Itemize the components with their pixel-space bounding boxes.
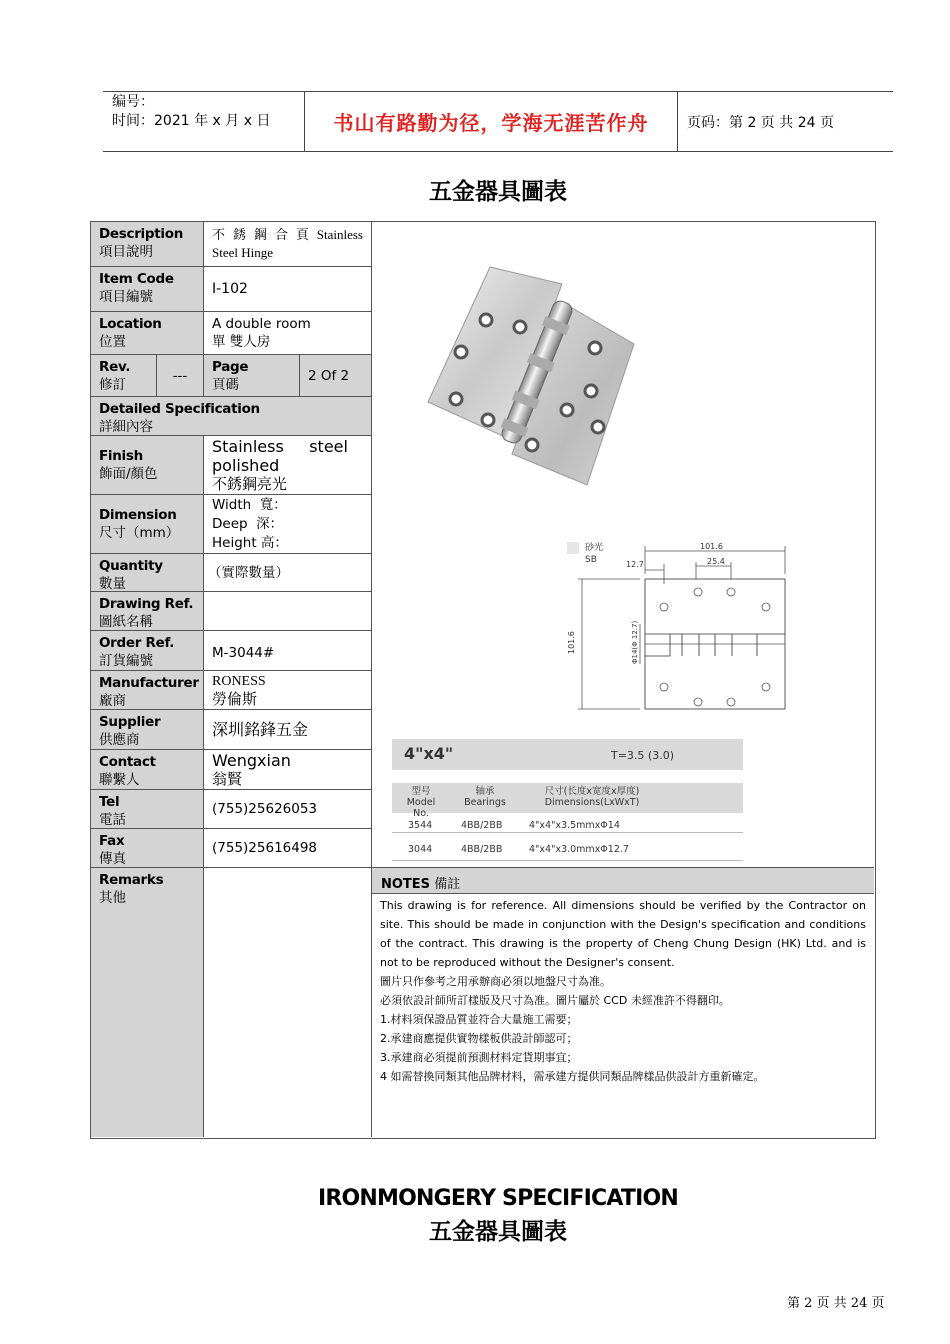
label-en: Manufacturer: [99, 675, 199, 691]
page-label: [204, 355, 300, 397]
label-en: Quantity: [99, 558, 163, 574]
location-value: [204, 312, 372, 355]
value-text: 翁賢: [212, 769, 243, 788]
label-zh: 頁碼: [212, 377, 239, 393]
rev-value: [157, 355, 204, 397]
label-zh: 聯繫人: [99, 772, 140, 788]
size-banner: [392, 739, 743, 770]
label-en: Description: [99, 226, 184, 242]
rev-label: [91, 355, 157, 397]
col-text: Dimensions(LxWxT): [544, 797, 640, 808]
header-divider: [677, 91, 678, 151]
dim-offset-label: 12.7: [626, 560, 644, 569]
value-text: 深圳銘鋒五金: [212, 719, 309, 739]
value-text: 不 銹 鋼 合 頁 Stainless Steel Hinge: [212, 227, 363, 260]
manufacturer-value: [204, 671, 372, 710]
finish-swatch: [567, 542, 579, 554]
drawing-ref-value: [204, 592, 372, 631]
label-zh: 項目說明: [99, 244, 153, 260]
size-text: 4"x4": [404, 744, 454, 763]
label-zh: 訂貨編號: [99, 653, 153, 669]
hinge-photo: [372, 222, 874, 512]
label-en: Dimension: [99, 507, 177, 523]
value-text: Wengxian: [212, 750, 291, 770]
label-zh: 供應商: [99, 732, 140, 748]
value-text: (755)25616498: [212, 840, 318, 856]
label-en: Page: [212, 359, 249, 375]
notes-paragraph: 2.承建商應提供實物樣板供設計師認可；: [380, 1032, 578, 1045]
order-ref-label: [91, 631, 204, 671]
label-en: Supplier: [99, 714, 161, 730]
label-zh: 傳真: [99, 851, 126, 867]
value-text: polished: [212, 455, 280, 475]
spec-cell: 4BB/2BB: [461, 844, 503, 855]
fax-value: [204, 829, 372, 868]
drawing-ref-label: [91, 592, 204, 631]
notes-paragraph: 4 如需替換同類其他品牌材料，需承建方提供同類品牌樣品供設計方重新確定。: [380, 1070, 765, 1083]
product-image-panel: [372, 222, 874, 867]
notes-body: [380, 896, 866, 1086]
value-text: 2 Of 2: [308, 367, 350, 384]
spec-cell: 3044: [408, 844, 433, 855]
quantity-value: [204, 554, 372, 592]
label-en: Order Ref.: [99, 635, 175, 651]
spec-rule: [392, 832, 743, 833]
label-zh: 修訂: [99, 377, 126, 393]
label-en: Fax: [99, 833, 125, 849]
value-text: （實際數量）: [208, 564, 289, 581]
col-text: Model No.: [406, 797, 436, 819]
col-text: 轴承: [475, 786, 495, 797]
tel-value: [204, 790, 372, 829]
bottom-title-zh: 五金器具圖表: [429, 1219, 567, 1245]
supplier-value: [204, 710, 372, 750]
value-text: Stainless steel: [212, 436, 348, 456]
hinge-technical-drawing: [552, 534, 852, 719]
label-en: Item Code: [99, 271, 174, 287]
label-zh: 廠商: [99, 693, 126, 709]
value-text: 勞倫斯: [212, 689, 258, 708]
deep-text: Deep 深：: [212, 515, 284, 532]
col-bearings: [463, 786, 507, 808]
thickness-text: T=3.5 (3.0): [611, 749, 675, 762]
finish-label: [91, 436, 204, 495]
header-motto: 书山有路勤为径，学海无涯苦作舟: [333, 110, 649, 135]
dimension-label: [91, 495, 204, 554]
dimension-value: [204, 495, 372, 554]
supplier-label: [91, 710, 204, 750]
bottom-title-en: IRONMONGERY SPECIFICATION: [318, 1186, 678, 1211]
col-text: 型号: [411, 786, 431, 797]
item-code-label: [91, 267, 204, 312]
label-en: Remarks: [99, 872, 164, 888]
notes-paragraph: This drawing is for reference. All dimensions should be verified by the Contractor on site. This should be made in conjunction with the Design's specification and conditions of the contract. This drawing is the property of Cheng Chung Design (HK) Ltd. and is not to be reproduced without the Designer's consent.: [380, 899, 866, 969]
label-en: Location: [99, 316, 162, 332]
width-text: Width 寬：: [212, 496, 287, 513]
height-text: Height 高：: [212, 534, 288, 551]
quantity-label: [91, 554, 204, 592]
header-page-label: 页码：第 2 页 共 24 页: [687, 115, 834, 131]
spec-rule: [392, 860, 743, 861]
label-zh: 數量: [99, 576, 126, 592]
value-text: ---: [172, 367, 188, 384]
fax-label: [91, 829, 204, 868]
number-label: 编号：: [112, 94, 154, 110]
notes-paragraph: 必須依設計師所訂樣版及尺寸為准。圖片屬於 CCD 未經准許不得翻印。: [380, 994, 730, 1007]
label-zh: 位置: [99, 334, 126, 350]
value-text: I-102: [212, 281, 248, 297]
spec-cell: 3544: [408, 820, 433, 831]
col-text: Bearings: [464, 797, 506, 808]
label-zh: 項目編號: [99, 289, 153, 305]
header-left: [112, 93, 270, 131]
finish-label: 砂光: [585, 543, 604, 553]
label-zh: 圖紙名稱: [99, 614, 153, 630]
spec-cell: 4BB/2BB: [461, 820, 503, 831]
value-text: RONESS: [212, 673, 266, 689]
notes-paragraph: 圖片只作參考之用承辦商必須以地盤尺寸為准。: [380, 975, 611, 988]
value-text: A double room: [212, 316, 311, 332]
value-text: (755)25626053: [212, 801, 318, 817]
dim-height-label: 101.6: [567, 631, 576, 654]
label-en: Detailed Specification: [99, 401, 260, 417]
order-ref-value: [204, 631, 372, 671]
page-value: [300, 355, 372, 397]
col-text: 尺寸(长度x宽度x厚度): [544, 786, 640, 797]
item-code-value: [204, 267, 372, 312]
time-label: 时间：2021 年 x 月 x 日: [112, 113, 271, 129]
finish-code: SB: [585, 555, 597, 565]
label-en: Drawing Ref.: [99, 596, 194, 612]
label-zh: 電話: [99, 812, 126, 828]
remarks-label: [91, 868, 204, 1137]
notes-paragraph: 3.承建商必須提前預測材料定貨期事宜；: [380, 1051, 578, 1064]
notes-title-zh: 備註: [434, 877, 461, 892]
value-text: 不銹鋼亮光: [212, 474, 288, 493]
manufacturer-label: [91, 671, 204, 710]
label-zh: 詳細內容: [99, 419, 153, 435]
page-title: 五金器具圖表: [429, 179, 567, 205]
tel-label: [91, 790, 204, 829]
spec-cell: 4"x4"x3.5mmxΦ14: [529, 820, 620, 831]
description-label: [91, 222, 204, 267]
notes-paragraph: 1.材料須保證品質並符合大量施工需要；: [380, 1013, 578, 1026]
contact-label: [91, 750, 204, 790]
value-text: M-3044#: [212, 645, 275, 661]
location-label: [91, 312, 204, 355]
description-value: [204, 222, 372, 267]
remarks-value: [204, 868, 372, 1137]
notes-title-en: NOTES: [381, 877, 431, 892]
dim-spacing-label: 25.4: [707, 557, 725, 566]
footer-page-number: 第 2 页 共 24 页: [787, 1296, 885, 1311]
spec-cell: 4"x4"x3.0mmxΦ12.7: [529, 844, 629, 855]
label-en: Tel: [99, 794, 120, 810]
label-zh: 其他: [99, 890, 126, 906]
dim-hole-label: Φ14(Φ 12.7): [631, 620, 639, 664]
label-en: Contact: [99, 754, 156, 770]
detailed-spec-header: [91, 397, 372, 436]
col-dimensions: [527, 786, 657, 808]
header-bottom-rule: [103, 151, 893, 152]
finish-value: [204, 436, 372, 495]
value-text: 單 雙人房: [212, 334, 271, 350]
label-en: Finish: [99, 448, 143, 464]
col-model: [399, 786, 443, 819]
dim-width-label: 101.6: [700, 542, 723, 551]
label-en: Rev.: [99, 359, 131, 375]
label-zh: 飾面/顏色: [99, 466, 158, 482]
notes-header: [372, 867, 874, 894]
label-zh: 尺寸（mm）: [99, 525, 180, 541]
contact-value: [204, 750, 372, 790]
